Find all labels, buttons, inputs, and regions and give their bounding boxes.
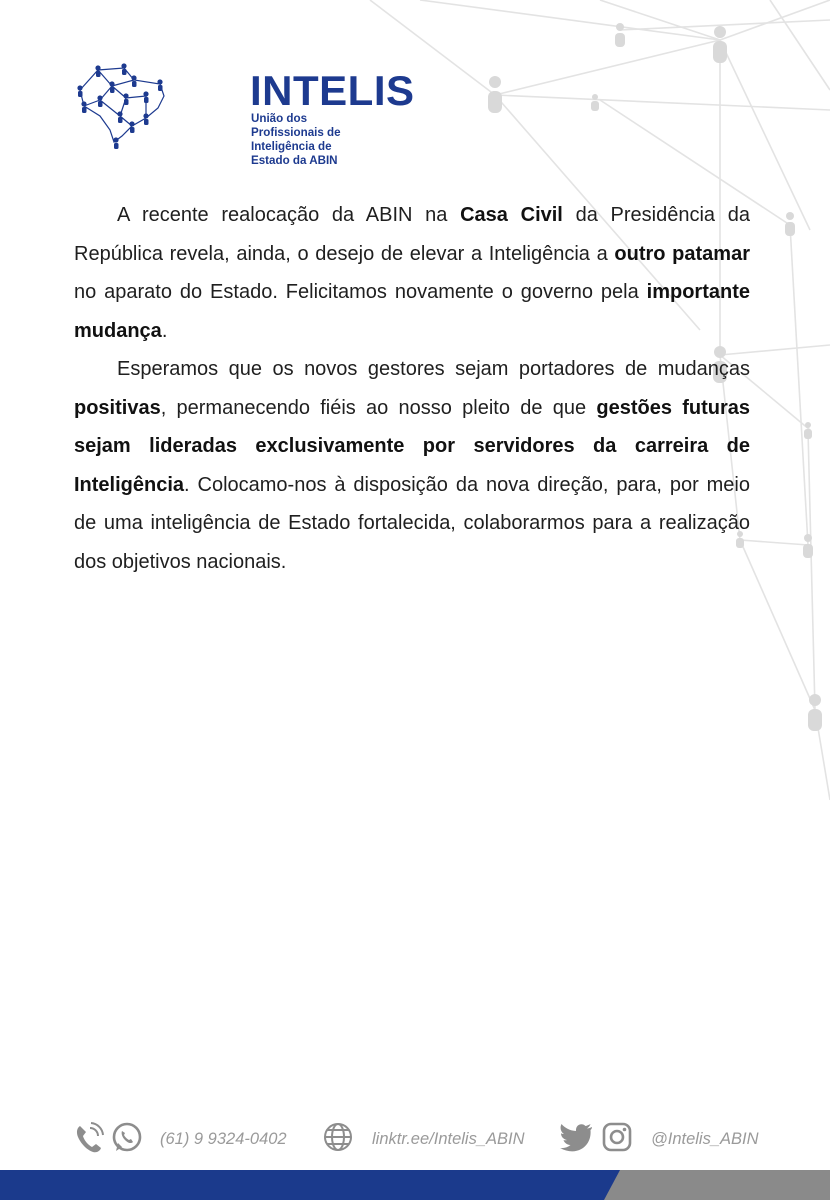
p1-run-0: A recente realocação da ABIN na: [117, 204, 461, 226]
p1-run-1: Casa Civil: [460, 204, 563, 226]
twitter-icon: [558, 1120, 594, 1154]
paragraph-2: [74, 350, 750, 581]
p1-run-5: importante mudança: [74, 281, 750, 342]
p1-run-6: .: [161, 319, 168, 342]
tagline-line-1: União dos Profissionais de: [251, 112, 341, 139]
phone-icon: [74, 1120, 104, 1154]
p1-run-2: da Presidência da República revela, ainda, o desejo de elevar a Inteligência a: [74, 204, 750, 265]
footer-handle: @Intelis_ABIN: [651, 1130, 759, 1148]
p1-run-3: outro patamar: [614, 242, 750, 265]
paragraph-1: [74, 196, 750, 350]
footer-phone: (61) 9 9324-0402: [160, 1130, 287, 1148]
letter-body: [74, 196, 750, 581]
instagram-icon: [601, 1120, 633, 1154]
tagline-line-2: Inteligência de Estado da ABIN: [251, 140, 338, 167]
p2-run-2: , permanecendo fiéis ao nosso pleito de que: [160, 396, 597, 419]
brand-name: INTELIS: [250, 67, 415, 114]
globe-icon: [322, 1120, 354, 1154]
network-map-icon: [72, 60, 172, 155]
p1-run-4: no aparato do Estado. Felicitamos novamente o governo pela: [74, 281, 647, 303]
whatsapp-icon: [111, 1120, 143, 1154]
footer-link[interactable]: linktr.ee/Intelis_ABIN: [372, 1130, 525, 1148]
brand-tagline: [251, 112, 372, 168]
contact-footer: [0, 1120, 830, 1160]
p2-run-1: positivas: [74, 396, 161, 419]
p2-run-3: gestões futuras sejam lideradas exclusivamente por servidores da carreira de Inteligência: [74, 396, 751, 496]
intelis-logo: [72, 60, 415, 167]
p2-run-4: . Colocamo-nos à disposição da nova direção, para, por meio de uma inteligência de Estado fortalecida, colaborarmos para a realização dos objetivos nacionais.: [74, 473, 750, 573]
p2-run-0: Esperamos que os novos gestores sejam portadores de mudanças: [117, 358, 750, 380]
footer-bar: [0, 1170, 830, 1200]
